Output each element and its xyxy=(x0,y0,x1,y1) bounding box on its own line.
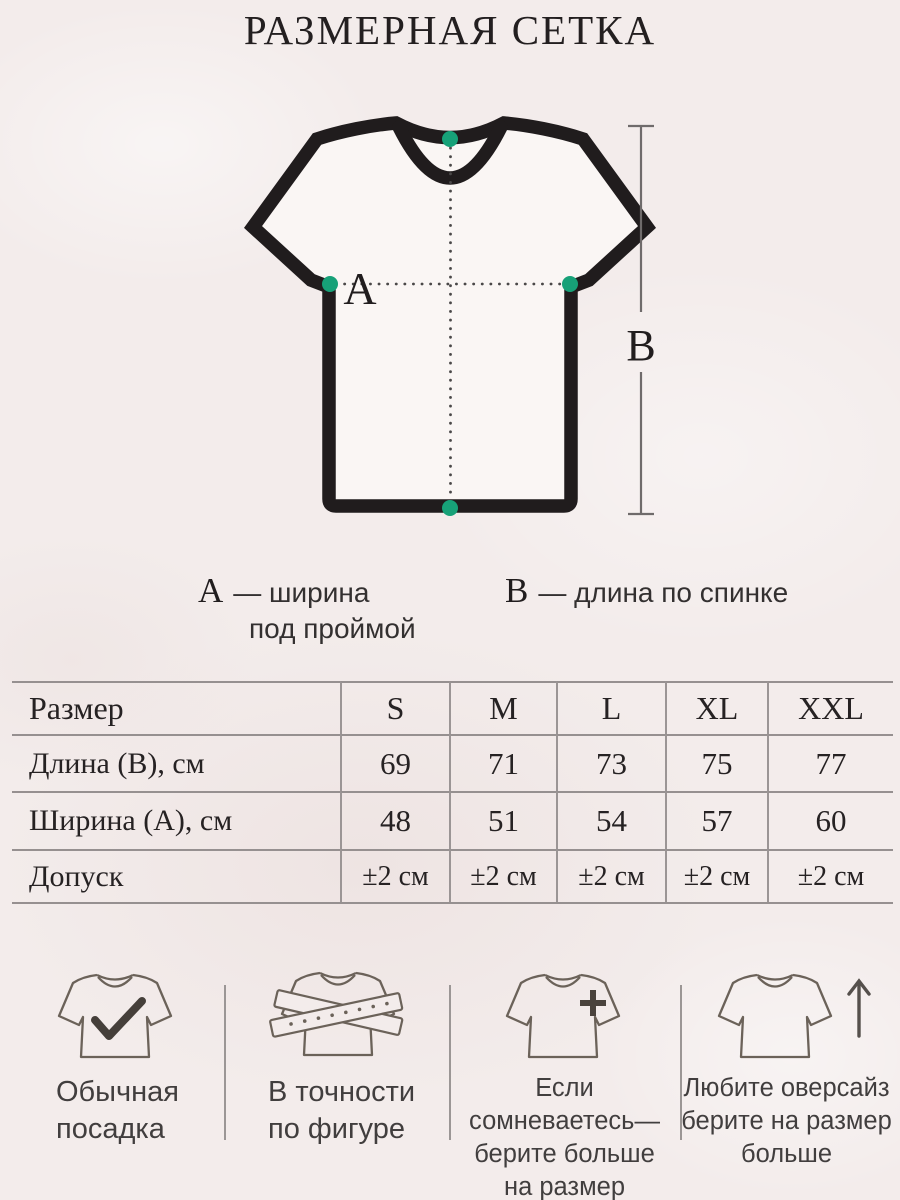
width-l: 54 xyxy=(556,791,665,849)
size-table xyxy=(12,681,893,904)
size-col-s: S xyxy=(340,681,449,734)
legend-length-letter: В xyxy=(505,571,529,610)
fit-doubt-text: Если сомневаетесь— берите больше на размер xyxy=(469,1074,660,1200)
length-l: 73 xyxy=(556,734,665,791)
size-col-m: M xyxy=(449,681,556,734)
width-m: 51 xyxy=(449,791,556,849)
width-xl: 57 xyxy=(665,791,767,849)
size-col-xl: XL xyxy=(665,681,767,734)
size-col-xxl: XXL xyxy=(767,681,893,734)
legend-length-text: — длина по спинке xyxy=(538,577,789,608)
size-table-header-label: Размер xyxy=(12,681,340,734)
tolerance-s: ±2 см xyxy=(340,849,449,902)
legend-width xyxy=(198,571,369,611)
tolerance-l: ±2 см xyxy=(556,849,665,902)
fit-regular-text: Обычная посадка xyxy=(56,1076,179,1145)
tshirt-plus-icon xyxy=(498,966,630,1072)
row-length-label: Длина (В), см xyxy=(12,734,340,791)
label-b: B xyxy=(626,321,656,370)
legend-width-letter: А xyxy=(198,571,224,610)
length-extent-line xyxy=(628,126,654,514)
neck-dot-icon xyxy=(442,131,458,147)
tshirt-tape-icon xyxy=(262,962,414,1074)
tolerance-xxl: ±2 см xyxy=(767,849,893,902)
row-width-label: Ширина (А), см xyxy=(12,791,340,849)
row-tolerance-label: Допуск xyxy=(12,849,340,902)
size-col-l: L xyxy=(556,681,665,734)
tolerance-xl: ±2 см xyxy=(665,849,767,902)
width-xxl: 60 xyxy=(767,791,893,849)
legend-width-text-line2: под проймой xyxy=(249,613,416,644)
fit-exact-text: В точности по фигуре xyxy=(268,1076,416,1145)
fit-oversize-text: Любите оверсайз берите на размер больше xyxy=(681,1074,892,1168)
length-xxl: 77 xyxy=(767,734,893,791)
left-armpit-dot-icon xyxy=(322,276,338,292)
fit-divider-1 xyxy=(224,985,226,1140)
length-m: 71 xyxy=(449,734,556,791)
width-s: 48 xyxy=(340,791,449,849)
tshirt-arrow-icon xyxy=(706,966,878,1072)
legend-width-text: — ширина xyxy=(233,577,370,608)
label-a: A xyxy=(343,263,377,314)
length-xl: 75 xyxy=(665,734,767,791)
hem-dot-icon xyxy=(442,500,458,516)
tolerance-m: ±2 см xyxy=(449,849,556,902)
right-armpit-dot-icon xyxy=(562,276,578,292)
length-s: 69 xyxy=(340,734,449,791)
legend-length xyxy=(505,571,788,611)
tshirt-check-icon xyxy=(50,966,182,1072)
page-title: РАЗМЕРНАЯ СЕТКА xyxy=(243,7,657,53)
arrow-up-icon xyxy=(849,981,869,1036)
